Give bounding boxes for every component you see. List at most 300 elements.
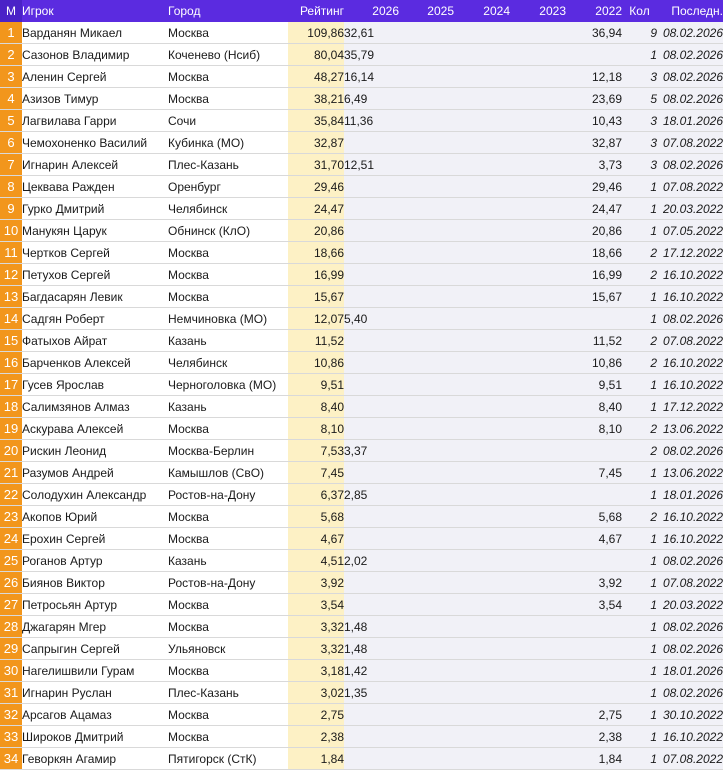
table-row[interactable] xyxy=(0,748,723,770)
rank-cell: 19 xyxy=(0,418,22,440)
rank-cell: 9 xyxy=(0,198,22,220)
column-header-2022[interactable]: 2022 xyxy=(566,0,622,22)
last-date-cell: 08.02.2026 xyxy=(657,682,723,704)
year-2024-cell xyxy=(454,374,510,396)
year-2022-cell: 4,67 xyxy=(566,528,622,550)
year-2024-cell xyxy=(454,506,510,528)
year-2025-cell xyxy=(399,594,454,616)
year-2022-cell: 8,10 xyxy=(566,418,622,440)
year-2023-cell xyxy=(510,176,566,198)
year-2025-cell xyxy=(399,726,454,748)
rating-cell: 48,27 xyxy=(288,66,344,88)
count-cell: 3 xyxy=(622,110,657,132)
year-2024-cell xyxy=(454,418,510,440)
year-2026-cell: 32,61 xyxy=(344,22,399,44)
city-cell: Москва xyxy=(168,22,288,44)
rank-cell: 32 xyxy=(0,704,22,726)
year-2026-cell xyxy=(344,220,399,242)
table-row[interactable] xyxy=(0,132,723,154)
year-2026-cell: 16,14 xyxy=(344,66,399,88)
city-cell: Ростов-на-Дону xyxy=(168,572,288,594)
rank-cell: 21 xyxy=(0,462,22,484)
count-cell: 5 xyxy=(622,88,657,110)
last-date-cell: 30.10.2022 xyxy=(657,704,723,726)
year-2026-cell: 5,40 xyxy=(344,308,399,330)
year-2026-cell xyxy=(344,352,399,374)
rank-cell: 28 xyxy=(0,616,22,638)
rating-cell: 32,87 xyxy=(288,132,344,154)
year-2022-cell xyxy=(566,484,622,506)
year-2026-cell xyxy=(344,330,399,352)
year-2025-cell xyxy=(399,88,454,110)
year-2022-cell: 3,92 xyxy=(566,572,622,594)
year-2023-cell xyxy=(510,330,566,352)
year-2026-cell xyxy=(344,264,399,286)
last-date-cell: 07.08.2022 xyxy=(657,176,723,198)
year-2024-cell xyxy=(454,550,510,572)
header-row xyxy=(0,0,723,22)
table-row[interactable] xyxy=(0,242,723,264)
year-2023-cell xyxy=(510,484,566,506)
rating-cell: 8,40 xyxy=(288,396,344,418)
rating-cell: 4,51 xyxy=(288,550,344,572)
year-2024-cell xyxy=(454,638,510,660)
year-2023-cell xyxy=(510,154,566,176)
year-2023-cell xyxy=(510,286,566,308)
year-2023-cell xyxy=(510,748,566,770)
player-name: Варданян Микаел xyxy=(22,22,168,44)
city-cell: Москва xyxy=(168,88,288,110)
year-2023-cell xyxy=(510,308,566,330)
table-row[interactable] xyxy=(0,550,723,572)
table-row[interactable] xyxy=(0,330,723,352)
year-2025-cell xyxy=(399,22,454,44)
table-row[interactable] xyxy=(0,506,723,528)
city-cell: Москва xyxy=(168,616,288,638)
column-header-2026[interactable]: 2026 xyxy=(344,0,399,22)
year-2026-cell xyxy=(344,286,399,308)
player-name: Игнарин Алексей xyxy=(22,154,168,176)
year-2024-cell xyxy=(454,198,510,220)
year-2024-cell xyxy=(454,616,510,638)
player-name: Ерохин Сергей xyxy=(22,528,168,550)
count-cell: 1 xyxy=(622,572,657,594)
player-name: Игнарин Руслан xyxy=(22,682,168,704)
rating-cell: 12,07 xyxy=(288,308,344,330)
city-cell: Москва xyxy=(168,594,288,616)
city-cell: Москва xyxy=(168,242,288,264)
player-name: Сазонов Владимир xyxy=(22,44,168,66)
last-date-cell: 18.01.2026 xyxy=(657,484,723,506)
column-header-rating[interactable]: Рейтинг xyxy=(288,0,344,22)
year-2022-cell: 8,40 xyxy=(566,396,622,418)
player-name: Барченков Алексей xyxy=(22,352,168,374)
year-2024-cell xyxy=(454,176,510,198)
count-cell: 2 xyxy=(622,352,657,374)
year-2024-cell xyxy=(454,748,510,770)
year-2025-cell xyxy=(399,176,454,198)
year-2023-cell xyxy=(510,198,566,220)
year-2026-cell xyxy=(344,374,399,396)
count-cell: 1 xyxy=(622,44,657,66)
last-date-cell: 16.10.2022 xyxy=(657,726,723,748)
year-2024-cell xyxy=(454,396,510,418)
year-2025-cell xyxy=(399,374,454,396)
year-2024-cell xyxy=(454,572,510,594)
last-date-cell: 17.12.2022 xyxy=(657,242,723,264)
year-2024-cell xyxy=(454,528,510,550)
city-cell: Москва xyxy=(168,66,288,88)
year-2024-cell xyxy=(454,242,510,264)
table-row[interactable] xyxy=(0,308,723,330)
year-2025-cell xyxy=(399,44,454,66)
year-2024-cell xyxy=(454,154,510,176)
rating-cell: 11,52 xyxy=(288,330,344,352)
city-cell: Плес-Казань xyxy=(168,154,288,176)
rank-cell: 11 xyxy=(0,242,22,264)
year-2026-cell: 2,85 xyxy=(344,484,399,506)
table-row[interactable] xyxy=(0,66,723,88)
table-row[interactable] xyxy=(0,528,723,550)
rank-cell: 25 xyxy=(0,550,22,572)
rank-cell: 27 xyxy=(0,594,22,616)
last-date-cell: 08.02.2026 xyxy=(657,22,723,44)
city-cell: Москва xyxy=(168,704,288,726)
city-cell: Москва-Берлин xyxy=(168,440,288,462)
rank-cell: 29 xyxy=(0,638,22,660)
year-2024-cell xyxy=(454,484,510,506)
table-row[interactable] xyxy=(0,682,723,704)
year-2026-cell xyxy=(344,704,399,726)
rating-cell: 24,47 xyxy=(288,198,344,220)
year-2025-cell xyxy=(399,220,454,242)
year-2022-cell: 15,67 xyxy=(566,286,622,308)
count-cell: 1 xyxy=(622,286,657,308)
rating-cell: 29,46 xyxy=(288,176,344,198)
table-row[interactable] xyxy=(0,660,723,682)
rank-cell: 13 xyxy=(0,286,22,308)
year-2025-cell xyxy=(399,462,454,484)
column-header-city[interactable]: Город xyxy=(168,0,288,22)
column-header-2023[interactable]: 2023 xyxy=(510,0,566,22)
player-name: Роганов Артур xyxy=(22,550,168,572)
year-2025-cell xyxy=(399,418,454,440)
rating-cell: 3,54 xyxy=(288,594,344,616)
year-2025-cell xyxy=(399,264,454,286)
count-cell: 3 xyxy=(622,132,657,154)
last-date-cell: 08.02.2026 xyxy=(657,308,723,330)
rating-cell: 3,02 xyxy=(288,682,344,704)
player-name: Разумов Андрей xyxy=(22,462,168,484)
player-name: Петросьян Артур xyxy=(22,594,168,616)
year-2025-cell xyxy=(399,506,454,528)
table-row[interactable] xyxy=(0,176,723,198)
player-name: Садгян Роберт xyxy=(22,308,168,330)
year-2022-cell: 5,68 xyxy=(566,506,622,528)
year-2022-cell: 36,94 xyxy=(566,22,622,44)
year-2026-cell: 6,49 xyxy=(344,88,399,110)
table-row[interactable] xyxy=(0,396,723,418)
rating-cell: 9,51 xyxy=(288,374,344,396)
rating-cell: 3,32 xyxy=(288,638,344,660)
year-2026-cell xyxy=(344,198,399,220)
table-row[interactable] xyxy=(0,264,723,286)
last-date-cell: 08.02.2026 xyxy=(657,44,723,66)
year-2026-cell: 3,37 xyxy=(344,440,399,462)
year-2025-cell xyxy=(399,638,454,660)
column-header-2024[interactable]: 2024 xyxy=(454,0,510,22)
rank-cell: 3 xyxy=(0,66,22,88)
table-row[interactable] xyxy=(0,440,723,462)
city-cell: Сочи xyxy=(168,110,288,132)
player-name: Джагарян Мгер xyxy=(22,616,168,638)
city-cell: Казань xyxy=(168,550,288,572)
player-name: Солодухин Александр xyxy=(22,484,168,506)
rank-cell: 1 xyxy=(0,22,22,44)
city-cell: Камышлов (СвО) xyxy=(168,462,288,484)
year-2022-cell xyxy=(566,440,622,462)
player-name: Сапрыгин Сергей xyxy=(22,638,168,660)
year-2026-cell xyxy=(344,748,399,770)
count-cell: 1 xyxy=(622,220,657,242)
column-header-player[interactable]: Игрок xyxy=(22,0,168,22)
rating-cell: 8,10 xyxy=(288,418,344,440)
year-2023-cell xyxy=(510,352,566,374)
table-row[interactable] xyxy=(0,88,723,110)
last-date-cell: 08.02.2026 xyxy=(657,638,723,660)
city-cell: Челябинск xyxy=(168,352,288,374)
rating-cell: 16,99 xyxy=(288,264,344,286)
year-2023-cell xyxy=(510,110,566,132)
year-2024-cell xyxy=(454,352,510,374)
year-2024-cell xyxy=(454,682,510,704)
year-2023-cell xyxy=(510,374,566,396)
year-2026-cell xyxy=(344,506,399,528)
rating-cell: 3,92 xyxy=(288,572,344,594)
rank-cell: 18 xyxy=(0,396,22,418)
count-cell: 1 xyxy=(622,704,657,726)
rating-cell: 1,84 xyxy=(288,748,344,770)
city-cell: Ульяновск xyxy=(168,638,288,660)
last-date-cell: 16.10.2022 xyxy=(657,506,723,528)
last-date-cell: 07.08.2022 xyxy=(657,132,723,154)
last-date-cell: 20.03.2022 xyxy=(657,594,723,616)
year-2022-cell xyxy=(566,682,622,704)
count-cell: 9 xyxy=(622,22,657,44)
count-cell: 1 xyxy=(622,726,657,748)
count-cell: 1 xyxy=(622,682,657,704)
year-2023-cell xyxy=(510,528,566,550)
table-row[interactable] xyxy=(0,638,723,660)
year-2022-cell: 3,54 xyxy=(566,594,622,616)
year-2026-cell xyxy=(344,462,399,484)
city-cell: Казань xyxy=(168,396,288,418)
city-cell: Черноголовка (МО) xyxy=(168,374,288,396)
column-header-rank[interactable]: М xyxy=(0,0,22,22)
year-2023-cell xyxy=(510,242,566,264)
count-cell: 1 xyxy=(622,550,657,572)
last-date-cell: 07.08.2022 xyxy=(657,330,723,352)
rating-cell: 3,32 xyxy=(288,616,344,638)
rating-cell: 15,67 xyxy=(288,286,344,308)
year-2025-cell xyxy=(399,682,454,704)
count-cell: 1 xyxy=(622,484,657,506)
year-2025-cell xyxy=(399,352,454,374)
count-cell: 2 xyxy=(622,418,657,440)
column-header-count[interactable]: Кол xyxy=(622,0,657,22)
year-2026-cell: 1,48 xyxy=(344,616,399,638)
last-date-cell: 13.06.2022 xyxy=(657,418,723,440)
last-date-cell: 08.02.2026 xyxy=(657,88,723,110)
rank-cell: 30 xyxy=(0,660,22,682)
table-row[interactable] xyxy=(0,22,723,44)
city-cell: Кубинка (МО) xyxy=(168,132,288,154)
rank-cell: 4 xyxy=(0,88,22,110)
table-row[interactable] xyxy=(0,594,723,616)
count-cell: 1 xyxy=(622,616,657,638)
year-2025-cell xyxy=(399,242,454,264)
year-2025-cell xyxy=(399,528,454,550)
year-2023-cell xyxy=(510,660,566,682)
table-row[interactable] xyxy=(0,616,723,638)
year-2024-cell xyxy=(454,286,510,308)
city-cell: Пятигорск (СтК) xyxy=(168,748,288,770)
year-2025-cell xyxy=(399,132,454,154)
city-cell: Ростов-на-Дону xyxy=(168,484,288,506)
table-body xyxy=(0,22,723,770)
rating-cell: 109,86 xyxy=(288,22,344,44)
year-2022-cell: 2,38 xyxy=(566,726,622,748)
last-date-cell: 08.02.2026 xyxy=(657,550,723,572)
city-cell: Немчиновка (МО) xyxy=(168,308,288,330)
year-2024-cell xyxy=(454,220,510,242)
rating-cell: 20,86 xyxy=(288,220,344,242)
last-date-cell: 07.08.2022 xyxy=(657,748,723,770)
count-cell: 1 xyxy=(622,374,657,396)
column-header-2025[interactable]: 2025 xyxy=(399,0,454,22)
year-2022-cell: 3,73 xyxy=(566,154,622,176)
player-name: Рискин Леонид xyxy=(22,440,168,462)
year-2025-cell xyxy=(399,110,454,132)
count-cell: 3 xyxy=(622,154,657,176)
year-2022-cell: 10,43 xyxy=(566,110,622,132)
last-date-cell: 08.02.2026 xyxy=(657,440,723,462)
rank-cell: 22 xyxy=(0,484,22,506)
player-name: Аскурава Алексей xyxy=(22,418,168,440)
last-date-cell: 17.12.2022 xyxy=(657,396,723,418)
player-name: Геворкян Агамир xyxy=(22,748,168,770)
year-2025-cell xyxy=(399,550,454,572)
year-2023-cell xyxy=(510,462,566,484)
year-2022-cell: 2,75 xyxy=(566,704,622,726)
year-2025-cell xyxy=(399,704,454,726)
table-row[interactable] xyxy=(0,726,723,748)
count-cell: 1 xyxy=(622,594,657,616)
count-cell: 1 xyxy=(622,528,657,550)
year-2024-cell xyxy=(454,660,510,682)
year-2023-cell xyxy=(510,418,566,440)
rating-cell: 7,53 xyxy=(288,440,344,462)
year-2025-cell xyxy=(399,154,454,176)
table-row[interactable] xyxy=(0,704,723,726)
count-cell: 1 xyxy=(622,176,657,198)
table-row[interactable] xyxy=(0,462,723,484)
table-row[interactable] xyxy=(0,286,723,308)
table-row[interactable] xyxy=(0,418,723,440)
year-2024-cell xyxy=(454,88,510,110)
table-row[interactable] xyxy=(0,484,723,506)
player-name: Салимзянов Алмаз xyxy=(22,396,168,418)
year-2026-cell: 2,02 xyxy=(344,550,399,572)
player-name: Гусев Ярослав xyxy=(22,374,168,396)
table-row[interactable] xyxy=(0,198,723,220)
last-date-cell: 16.10.2022 xyxy=(657,352,723,374)
table-row[interactable] xyxy=(0,154,723,176)
year-2025-cell xyxy=(399,572,454,594)
player-name: Лагвилава Гарри xyxy=(22,110,168,132)
rank-cell: 7 xyxy=(0,154,22,176)
rank-cell: 20 xyxy=(0,440,22,462)
table-row[interactable] xyxy=(0,220,723,242)
count-cell: 1 xyxy=(622,748,657,770)
player-name: Чертков Сергей xyxy=(22,242,168,264)
rating-cell: 18,66 xyxy=(288,242,344,264)
table-row[interactable] xyxy=(0,572,723,594)
table-row[interactable] xyxy=(0,352,723,374)
city-cell: Москва xyxy=(168,528,288,550)
rating-cell: 31,70 xyxy=(288,154,344,176)
year-2023-cell xyxy=(510,726,566,748)
table-row[interactable] xyxy=(0,110,723,132)
table-row[interactable] xyxy=(0,44,723,66)
year-2023-cell xyxy=(510,44,566,66)
year-2022-cell xyxy=(566,616,622,638)
last-date-cell: 07.08.2022 xyxy=(657,572,723,594)
column-header-last[interactable]: Последн. xyxy=(657,0,723,22)
rank-cell: 23 xyxy=(0,506,22,528)
city-cell: Челябинск xyxy=(168,198,288,220)
last-date-cell: 13.06.2022 xyxy=(657,462,723,484)
year-2023-cell xyxy=(510,396,566,418)
count-cell: 2 xyxy=(622,242,657,264)
year-2025-cell xyxy=(399,484,454,506)
year-2022-cell: 11,52 xyxy=(566,330,622,352)
year-2022-cell: 10,86 xyxy=(566,352,622,374)
rating-cell: 10,86 xyxy=(288,352,344,374)
last-date-cell: 16.10.2022 xyxy=(657,286,723,308)
rank-cell: 6 xyxy=(0,132,22,154)
city-cell: Москва xyxy=(168,418,288,440)
year-2025-cell xyxy=(399,748,454,770)
year-2022-cell: 20,86 xyxy=(566,220,622,242)
player-name: Азизов Тимур xyxy=(22,88,168,110)
city-cell: Плес-Казань xyxy=(168,682,288,704)
year-2025-cell xyxy=(399,660,454,682)
rank-cell: 15 xyxy=(0,330,22,352)
year-2026-cell xyxy=(344,242,399,264)
player-name: Биянов Виктор xyxy=(22,572,168,594)
year-2024-cell xyxy=(454,440,510,462)
rank-cell: 24 xyxy=(0,528,22,550)
rank-cell: 14 xyxy=(0,308,22,330)
table-row[interactable] xyxy=(0,374,723,396)
year-2025-cell xyxy=(399,616,454,638)
year-2026-cell: 12,51 xyxy=(344,154,399,176)
last-date-cell: 08.02.2026 xyxy=(657,154,723,176)
rank-cell: 10 xyxy=(0,220,22,242)
year-2023-cell xyxy=(510,132,566,154)
year-2024-cell xyxy=(454,22,510,44)
